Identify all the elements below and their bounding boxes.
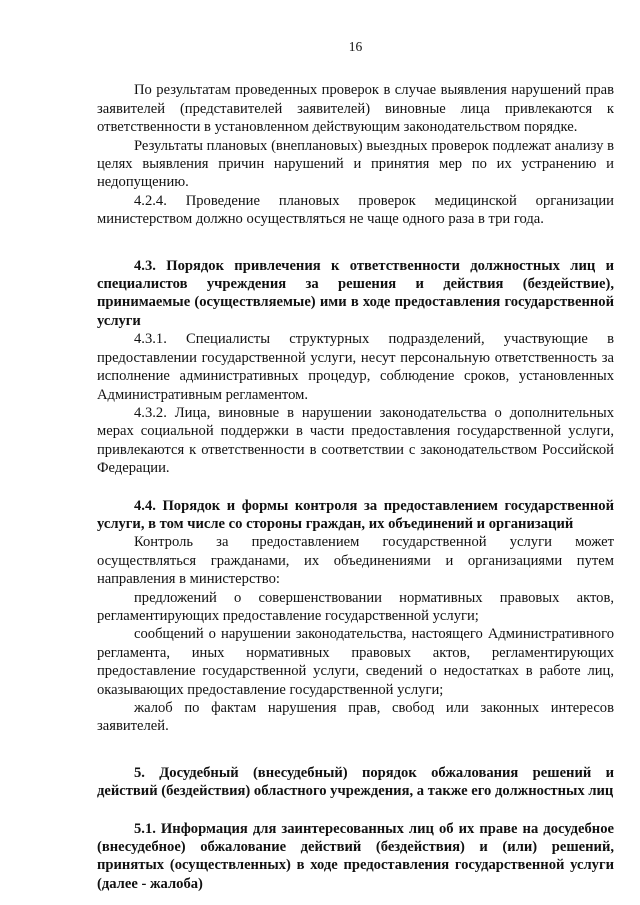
list-item-complaints: жалоб по фактам нарушения прав, свобод или законных интересов заявителей. (97, 700, 614, 735)
page-number: 16 (348, 39, 363, 54)
heading-section-5: 5. Досудебный (внесудебный) порядок обжалования решений и действий (бездействия) областного учреждения, а также его должностных лиц (97, 764, 614, 800)
heading-section-5-1: 5.1. Информация для заинтересованных лиц об их праве на досудебное (внесудебное) обжалование действий (бездействия) и (или) решений, принятых (осуществленных) в ходе предоставления государственной услуги (далее - жалоба) (97, 820, 614, 892)
paragraph-control-by-citizens: Контроль за предоставлением государственной услуги может осуществляться гражданами, их объединениями и организациями путем направления в министерство: (97, 534, 614, 588)
section-spacer (97, 478, 614, 497)
list-item-reports: сообщений о нарушении законодательства, настоящего Административного регламента, иных нормативных правовых актов, регламентирующих предоставление государственной услуги, сведений о недостатках в работе лиц, оказывающих предоставление государственной услуги; (97, 626, 614, 698)
paragraph-4-3-2: 4.3.2. Лица, виновные в нарушении законодательства о дополнительных мерах социальной поддержки в части предоставления государственной услуги, привлекаются к ответственности в соответствии с законодательством Российской Федерации. (97, 404, 614, 477)
section-spacer (97, 801, 614, 820)
heading-section-4-4: 4.4. Порядок и формы контроля за предоставлением государственной услуги, в том числе со стороны граждан, их объединений и организаций (97, 497, 614, 532)
paragraph-4-3-1: 4.3.1. Специалисты структурных подразделений, участвующие в предоставлении государственной услуги, несут персональную ответственность за исполнение административных процедур, соблюдение сроков, установленных Административным регламентом. (97, 331, 614, 403)
paragraph-violations-liability: По результатам проведенных проверок в случае выявления нарушений прав заявителей (представителей заявителей) виновные лица привлекаются к ответственности в установленном действующим законодательством порядке. (97, 82, 614, 136)
paragraph-inspection-results: Результаты плановых (внеплановых) выездных проверок подлежат анализу в целях выявления причин нарушений и принятия мер по их устранению и недопущению. (97, 137, 614, 191)
paragraph-4-2-4: 4.2.4. Проведение плановых проверок медицинской организации министерством должно осуществляться не чаще одного раза в три года. (97, 192, 614, 228)
section-spacer (97, 736, 614, 764)
heading-section-4-3: 4.3. Порядок привлечения к ответственности должностных лиц и специалистов учреждения за решения и действия (бездействие), принимаемые (осуществляемые) ими в ходе предоставления государственной услуги (97, 257, 614, 329)
section-spacer (97, 229, 614, 257)
list-item-proposals: предложений о совершенствовании нормативных правовых актов, регламентирующих предоставление государственной услуги; (97, 589, 614, 624)
